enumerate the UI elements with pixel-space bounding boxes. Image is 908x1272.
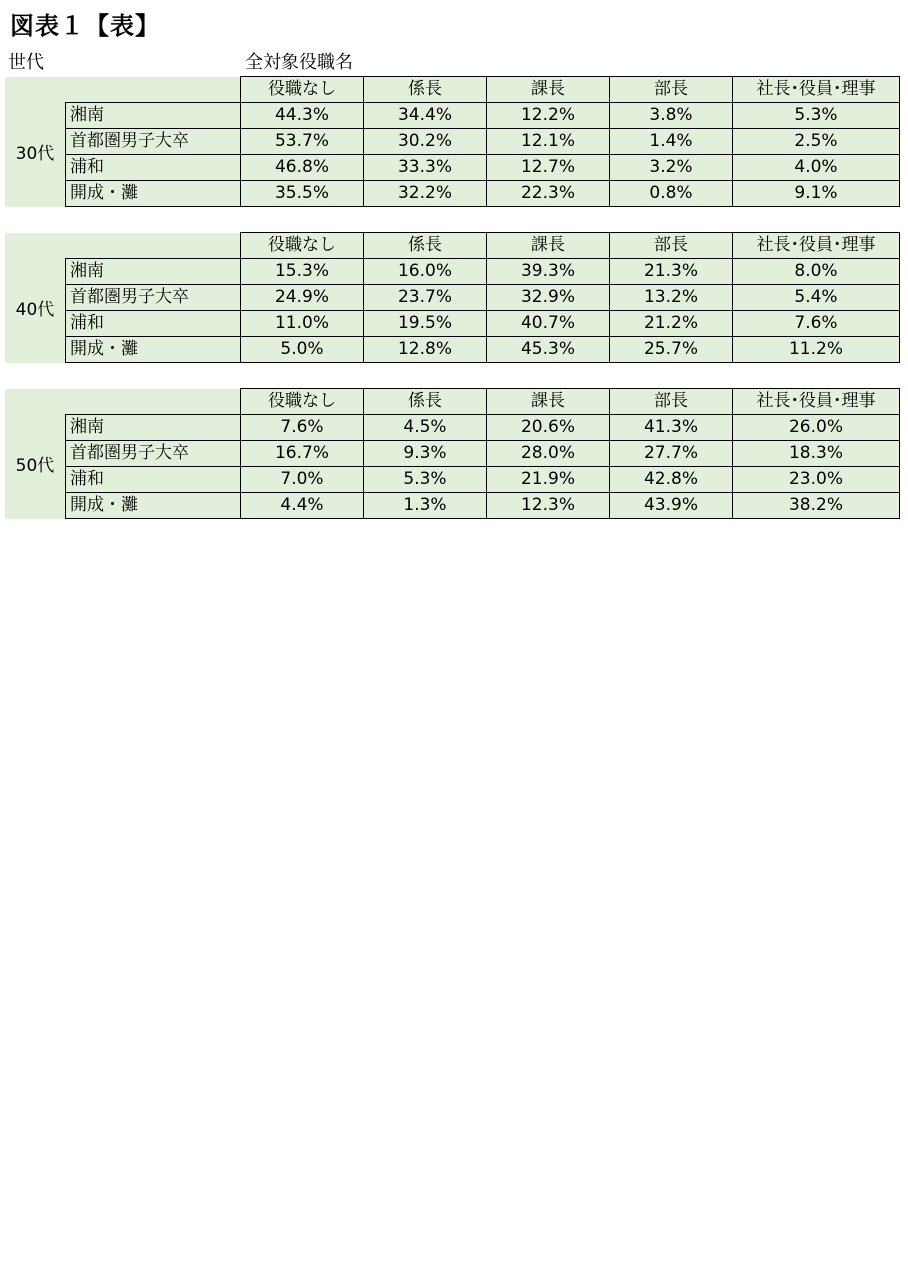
col-header: 部長 xyxy=(610,77,733,103)
age-cell xyxy=(5,77,66,103)
value-cell: 30.2% xyxy=(364,129,487,155)
value-cell: 27.7% xyxy=(610,441,733,467)
value-cell: 2.5% xyxy=(733,129,900,155)
row-name: 湘南 xyxy=(66,415,241,441)
value-cell: 32.9% xyxy=(487,285,610,311)
corner-cell xyxy=(66,77,241,103)
value-cell: 5.3% xyxy=(364,467,487,493)
header-row xyxy=(5,389,900,415)
value-cell: 12.2% xyxy=(487,103,610,129)
table-row xyxy=(5,103,900,129)
value-cell: 32.2% xyxy=(364,181,487,207)
value-cell: 16.7% xyxy=(241,441,364,467)
table-row xyxy=(5,181,900,207)
value-cell: 43.9% xyxy=(610,493,733,519)
row-name: 首都圏男子大卒 xyxy=(66,285,241,311)
value-cell: 4.5% xyxy=(364,415,487,441)
age-cell xyxy=(5,389,66,415)
value-cell: 40.7% xyxy=(487,311,610,337)
col-header: 社長･役員･理事 xyxy=(733,233,900,259)
col-header: 社長･役員･理事 xyxy=(733,77,900,103)
value-cell: 21.9% xyxy=(487,467,610,493)
value-cell: 0.8% xyxy=(610,181,733,207)
col-header: 役職なし xyxy=(241,233,364,259)
col-header: 係長 xyxy=(364,389,487,415)
value-cell: 34.4% xyxy=(364,103,487,129)
value-cell: 7.6% xyxy=(241,415,364,441)
value-cell: 9.3% xyxy=(364,441,487,467)
age-cell xyxy=(5,233,66,259)
value-cell: 39.3% xyxy=(487,259,610,285)
header-row xyxy=(5,77,900,103)
corner-cell xyxy=(66,389,241,415)
value-cell: 1.4% xyxy=(610,129,733,155)
value-cell: 12.7% xyxy=(487,155,610,181)
value-cell: 23.7% xyxy=(364,285,487,311)
value-cell: 24.9% xyxy=(241,285,364,311)
all-titles-label: 全対象役職名 xyxy=(245,52,353,73)
table-row xyxy=(5,129,900,155)
table-row xyxy=(5,493,900,519)
row-name: 開成・灘 xyxy=(66,337,241,363)
value-cell: 25.7% xyxy=(610,337,733,363)
value-cell: 46.8% xyxy=(241,155,364,181)
row-name: 浦和 xyxy=(66,155,241,181)
value-cell: 44.3% xyxy=(241,103,364,129)
row-name: 湘南 xyxy=(66,103,241,129)
row-name: 首都圏男子大卒 xyxy=(66,129,241,155)
value-cell: 16.0% xyxy=(364,259,487,285)
value-cell: 3.8% xyxy=(610,103,733,129)
value-cell: 21.2% xyxy=(610,311,733,337)
corner-cell xyxy=(66,233,241,259)
value-cell: 3.2% xyxy=(610,155,733,181)
row-name: 浦和 xyxy=(66,311,241,337)
table-row xyxy=(5,337,900,363)
table-row xyxy=(5,259,900,285)
value-cell: 13.2% xyxy=(610,285,733,311)
row-name: 開成・灘 xyxy=(66,493,241,519)
col-header: 課長 xyxy=(487,233,610,259)
table-row xyxy=(5,285,900,311)
col-header: 課長 xyxy=(487,77,610,103)
value-cell: 4.4% xyxy=(241,493,364,519)
table-row xyxy=(5,155,900,181)
row-name: 湘南 xyxy=(66,259,241,285)
value-cell: 11.2% xyxy=(733,337,900,363)
value-cell: 5.3% xyxy=(733,103,900,129)
col-header: 社長･役員･理事 xyxy=(733,389,900,415)
value-cell: 7.6% xyxy=(733,311,900,337)
generation-label: 世代 xyxy=(8,52,44,73)
table-50s xyxy=(5,388,900,519)
value-cell: 20.6% xyxy=(487,415,610,441)
col-header: 係長 xyxy=(364,77,487,103)
value-cell: 5.4% xyxy=(733,285,900,311)
age-label: 40代 xyxy=(5,259,66,363)
age-label: 30代 xyxy=(5,103,66,207)
age-label: 50代 xyxy=(5,415,66,519)
table-row xyxy=(5,415,900,441)
table-row xyxy=(5,467,900,493)
value-cell: 15.3% xyxy=(241,259,364,285)
page-title: 図表１【表】 xyxy=(10,12,160,40)
table-40s xyxy=(5,232,900,363)
value-cell: 9.1% xyxy=(733,181,900,207)
value-cell: 22.3% xyxy=(487,181,610,207)
row-name: 浦和 xyxy=(66,467,241,493)
value-cell: 35.5% xyxy=(241,181,364,207)
col-header: 部長 xyxy=(610,233,733,259)
value-cell: 12.3% xyxy=(487,493,610,519)
value-cell: 42.8% xyxy=(610,467,733,493)
value-cell: 33.3% xyxy=(364,155,487,181)
col-header: 課長 xyxy=(487,389,610,415)
value-cell: 12.1% xyxy=(487,129,610,155)
value-cell: 53.7% xyxy=(241,129,364,155)
value-cell: 1.3% xyxy=(364,493,487,519)
value-cell: 45.3% xyxy=(487,337,610,363)
col-header: 係長 xyxy=(364,233,487,259)
col-header: 役職なし xyxy=(241,77,364,103)
value-cell: 5.0% xyxy=(241,337,364,363)
table-row xyxy=(5,311,900,337)
value-cell: 19.5% xyxy=(364,311,487,337)
row-name: 首都圏男子大卒 xyxy=(66,441,241,467)
value-cell: 11.0% xyxy=(241,311,364,337)
value-cell: 4.0% xyxy=(733,155,900,181)
value-cell: 23.0% xyxy=(733,467,900,493)
value-cell: 12.8% xyxy=(364,337,487,363)
value-cell: 7.0% xyxy=(241,467,364,493)
table-row xyxy=(5,441,900,467)
value-cell: 18.3% xyxy=(733,441,900,467)
table-30s xyxy=(5,76,900,207)
value-cell: 8.0% xyxy=(733,259,900,285)
value-cell: 21.3% xyxy=(610,259,733,285)
value-cell: 26.0% xyxy=(733,415,900,441)
col-header: 役職なし xyxy=(241,389,364,415)
value-cell: 28.0% xyxy=(487,441,610,467)
value-cell: 41.3% xyxy=(610,415,733,441)
value-cell: 38.2% xyxy=(733,493,900,519)
col-header: 部長 xyxy=(610,389,733,415)
header-row xyxy=(5,233,900,259)
row-name: 開成・灘 xyxy=(66,181,241,207)
